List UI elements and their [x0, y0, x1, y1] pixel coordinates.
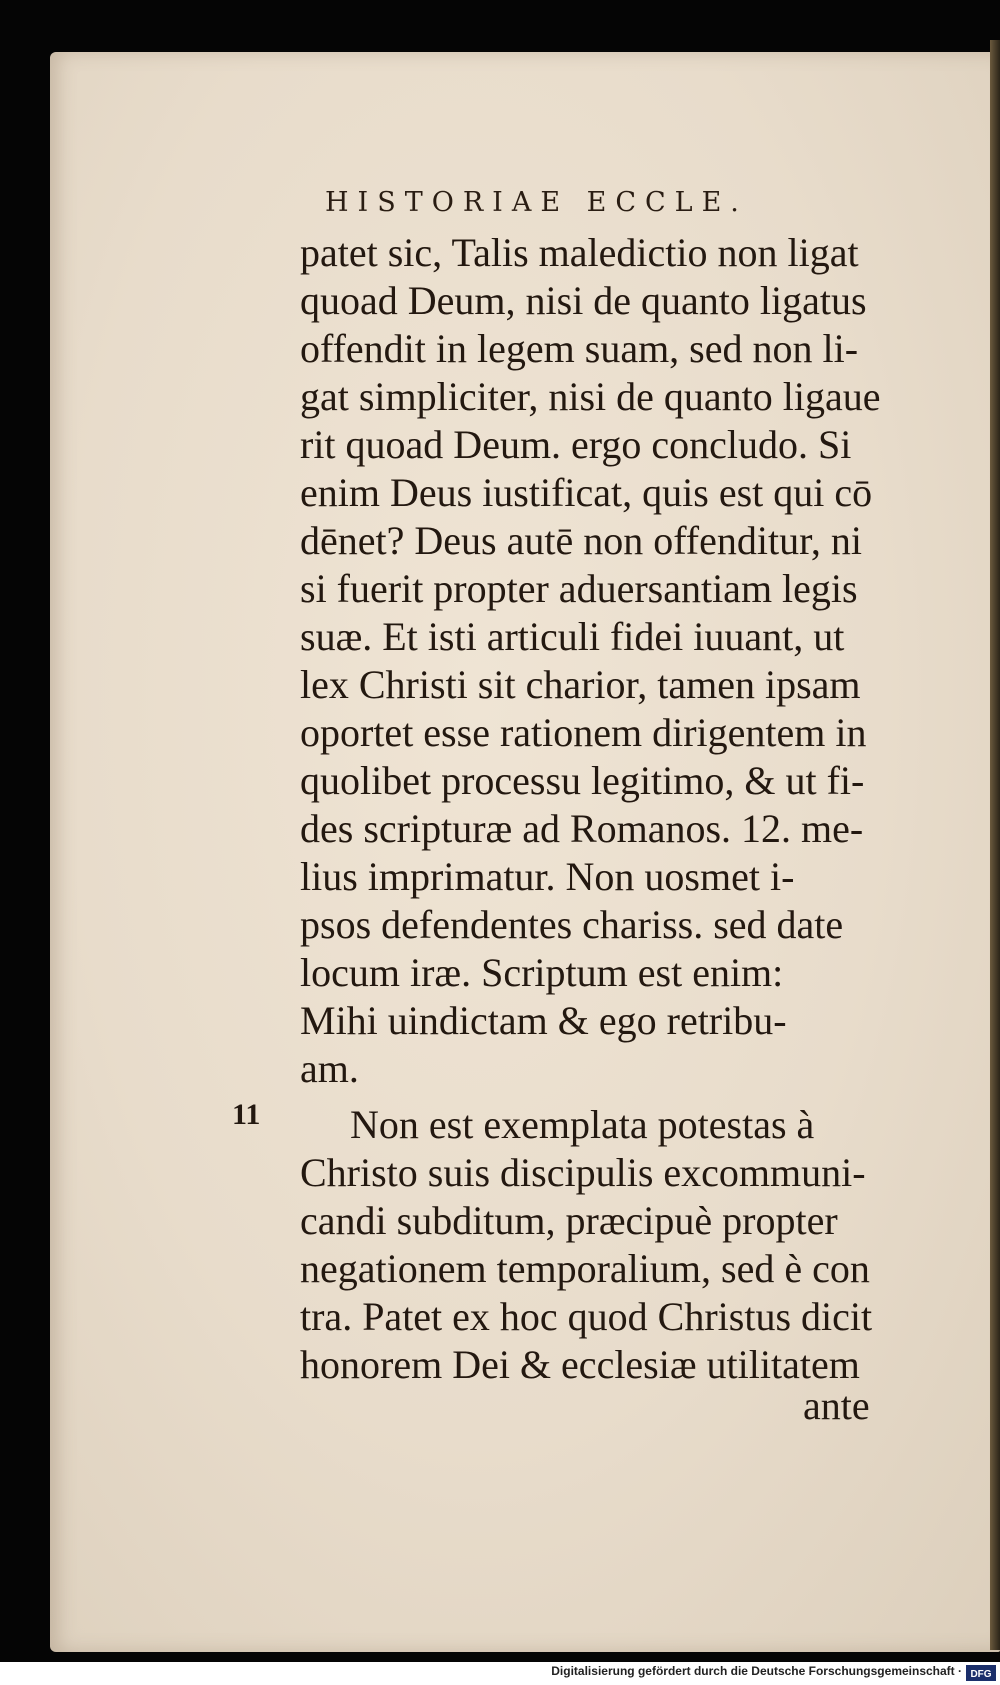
body-text	[300, 229, 940, 1389]
text-line: rit quoad Deum. ergo concludo. Si	[300, 422, 852, 467]
text-line: lex Christi sit charior, tamen ipsam	[300, 662, 861, 707]
marginal-number: 11	[232, 1098, 261, 1131]
paragraph-gap	[300, 1093, 940, 1101]
text-line: quoad Deum, nisi de quanto ligatus	[300, 278, 867, 323]
running-head: HISTORIAE ECCLE.	[325, 187, 748, 218]
text-line: honorem Dei & ecclesiæ utilitatem	[300, 1342, 860, 1387]
text-line: oportet esse rationem dirigentem in	[300, 710, 867, 755]
text-line: si fuerit propter aduersantiam legis	[300, 566, 858, 611]
text-line: des scripturæ ad Romanos. 12. me-	[300, 806, 864, 851]
paragraph-1	[300, 229, 940, 1093]
text-line: locum iræ. Scriptum est enim:	[300, 950, 784, 995]
text-line: suæ. Et isti articuli fidei iuuant, ut	[300, 614, 845, 659]
text-line: candi subditum, præcipuè propter	[300, 1198, 838, 1243]
text-line: Non est exemplata potestas à	[350, 1102, 815, 1147]
dfg-logo-text: DFG	[970, 1669, 992, 1680]
text-line: lius imprimatur. Non uosmet i-	[300, 854, 795, 899]
text-line: gat simpliciter, nisi de quanto ligaue	[300, 374, 881, 419]
text-line: quolibet processu legitimo, & ut fi-	[300, 758, 865, 803]
text-line: am.	[300, 1046, 359, 1091]
text-line: tra. Patet ex hoc quod Christus dicit	[300, 1294, 873, 1339]
book-fore-edge	[990, 40, 1000, 1650]
paragraph-2	[300, 1101, 940, 1389]
text-line: negationem temporalium, sed è con	[300, 1246, 870, 1291]
footer-credit: Digitalisierung gefördert durch die Deutsche Forschungsgemeinschaft ·	[551, 1664, 962, 1678]
text-line: dēnet? Deus autē non offenditur, ni	[300, 518, 862, 563]
footer-bar	[0, 1662, 1000, 1685]
text-line: offendit in legem suam, sed non li-	[300, 326, 859, 371]
text-line: enim Deus iustificat, quis est qui cō	[300, 470, 873, 515]
text-line: Christo suis discipulis excommuni-	[300, 1150, 866, 1195]
text-line: psos defendentes chariss. sed date	[300, 902, 844, 947]
text-line: Mihi uindictam & ego retribu-	[300, 998, 787, 1043]
catchword: ante	[803, 1383, 870, 1428]
dfg-logo-icon	[966, 1665, 996, 1681]
text-line: patet sic, Talis maledictio non ligat	[300, 230, 859, 275]
